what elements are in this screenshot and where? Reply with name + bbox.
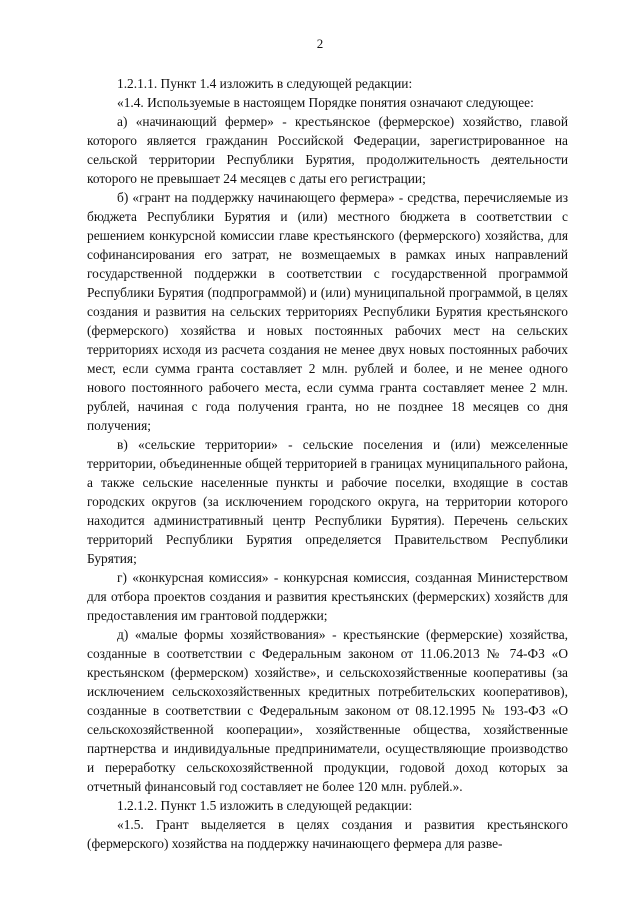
paragraph-item-1-5: «1.5. Грант выделяется в целях создания и развития крестьянского (фермерского) хозяйства на поддержку начинающего фермера для разве- xyxy=(87,817,568,851)
paragraph-definition-b: б) «грант на поддержку начинающего фермера» - средства, перечисляемые из бюджета Республики Бурятия и (или) местного бюджета в соответствии с решением конкурсной комиссии главе крестьянского (фермерского) хозяйства, для софинансирования его затрат, не возмещаемых в рамках иных направлений государственной поддержки в соответствии с государственной программой Республики Бурятия (подпрограммой) и (или) муниципальной программой, в целях создания и развития на сельских территориях Республики Бурятия крестьянского (фермерского) хозяйства и новых постоянных рабочих мест на сельских территориях исходя из расчета создания не менее двух новых постоянных рабочих мест, если сумма гранта составляет 2 млн. рублей и более, и не менее одного нового постоянного рабочего места, если сумма гранта составляет менее 2 млн. рублей, начиная с года получения гранта, но не позднее 18 месяцев со дня получения; xyxy=(87,190,568,433)
paragraph-item-1-4-intro: «1.4. Используемые в настоящем Порядке понятия означают следующее: xyxy=(117,95,534,110)
paragraph-definition-g: г) «конкурсная комиссия» - конкурсная комиссия, созданная Министерством для отбора проектов создания и развития крестьянских (фермерских) хозяйств для предоставления им грантовой поддержки; xyxy=(87,570,568,623)
paragraph-definition-v: в) «сельские территории» - сельские поселения и (или) межселенные территории, объединенные общей территорией в границах муниципального района, а также сельские населенные пункты и рабочие поселки, входящие в состав городских округов (за исключением городского округа, на территории которого находится административный центр Республики Бурятия). Перечень сельских территорий Республики Бурятия определяется Правительством Республики Бурятия; xyxy=(87,437,568,566)
document-body xyxy=(87,74,568,853)
paragraph-clause-1-2-1-2: 1.2.1.2. Пункт 1.5 изложить в следующей редакции: xyxy=(117,798,413,813)
paragraph-definition-d: д) «малые формы хозяйствования» - крестьянские (фермерские) хозяйства, созданные в соответствии с Федеральным законом от 11.06.2013 № 74-ФЗ «О крестьянском (фермерском) хозяйстве», и сельскохозяйственные кооперативы (за исключением сельскохозяйственных кредитных потребительских кооперативов), созданные в соответствии с Федеральным законом от 08.12.1995 № 193-ФЗ «О сельскохозяйственной кооперации», хозяйственные общества, хозяйственные партнерства и индивидуальные предприниматели, осуществляющие производство и переработку сельскохозяйственной продукции, годовой доход которых за отчетный финансовый год составляет не более 120 млн. рублей.». xyxy=(87,627,568,794)
paragraph-definition-a: а) «начинающий фермер» - крестьянское (фермерское) хозяйство, главой которого является гражданин Российской Федерации, зарегистрированное на сельской территории Республики Бурятия, продолжительность деятельности которого не превышает 24 месяцев с даты его регистрации; xyxy=(87,114,568,186)
paragraph-clause-1-2-1-1: 1.2.1.1. Пункт 1.4 изложить в следующей редакции: xyxy=(117,76,413,91)
page-number: 2 xyxy=(316,36,324,51)
